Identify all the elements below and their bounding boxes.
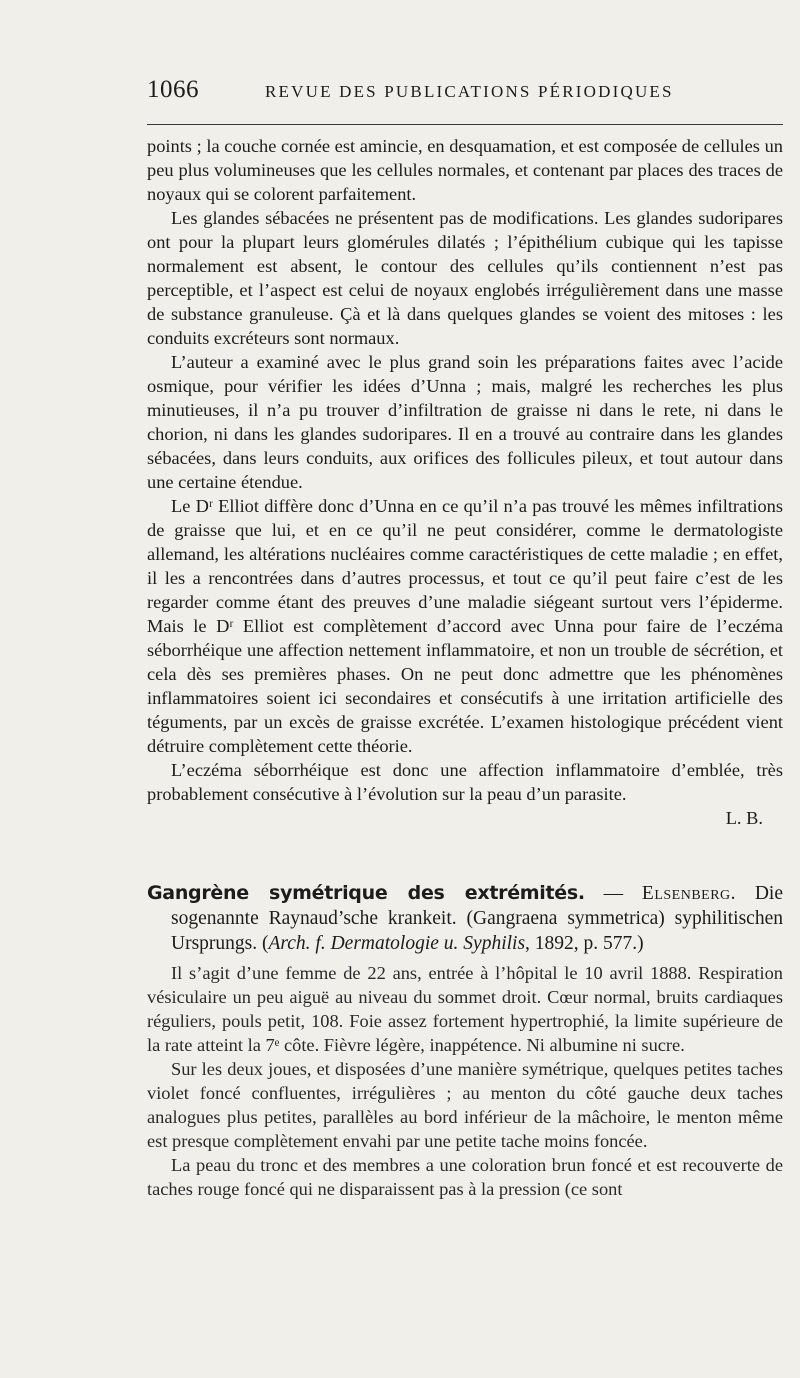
review-journal: Arch. f. Dermatologie u. Syphilis bbox=[268, 933, 526, 954]
review-topic: Gangrène symétrique des extrémités. bbox=[147, 882, 585, 904]
signature: L. B. bbox=[725, 808, 763, 828]
paragraph: L’auteur a examiné avec le plus grand soin les préparations faites avec l’acide osmique, pour vérifier les idées d’Unna ; mais, malgré les recherches les plus minutieuses, il n’a pu trouver d’infiltration de graisse ni dans le rete, ni dans le chorion, ni dans les glandes sudoripares. Il en a trouvé au contraire dans les glandes sébacées, dans leurs conduits, aux orifices des follicules pileux, et tout autour dans une certaine étendue. bbox=[147, 352, 783, 492]
review-source-title: Die sogenannte Raynaud’sche krankeit. (Gangraena symmetrica) syphilitischen Ursprungs. ( bbox=[171, 883, 784, 954]
title-dash: — bbox=[584, 883, 642, 904]
review-citation: , 1892, p. 577.) bbox=[525, 933, 644, 954]
running-title: REVUE DES PUBLICATIONS PÉRIODIQUES bbox=[265, 82, 674, 101]
review-author: Elsenberg. bbox=[641, 883, 737, 904]
review-heading bbox=[147, 881, 783, 956]
paragraph: La peau du tronc et des membres a une coloration brun foncé et est recouverte de taches rouge foncé qui ne disparaissent pas à la pression (ce sont bbox=[147, 1155, 783, 1199]
paragraph: Sur les deux joues, et disposées d’une manière symétrique, quelques petites taches violet foncé confluentes, irrégulières ; au menton du côté gauche deux taches analogues plus petites, parallèles au bord inférieur de la mâchoire, le menton même est presque complètement envahi par une petite tache moins foncée. bbox=[147, 1059, 783, 1151]
paragraph: Il s’agit d’une femme de 22 ans, entrée à l’hôpital le 10 avril 1888. Respiration vésiculaire un peu aiguë au niveau du sommet droit. Cœur normal, bruits cardiaques réguliers, pouls petit, 108. Foie assez fortement hypertrophié, la limite supérieure de la rate atteint la 7ᵉ côte. Fièvre légère, inappétence. Ni albumine ni sucre. bbox=[147, 963, 783, 1055]
paragraph: L’eczéma séborrhéique est donc une affection inflammatoire d’emblée, très probablement consécutive à l’évolution sur la peau d’un parasite. bbox=[147, 760, 783, 804]
article-gangrene-text bbox=[147, 961, 783, 1201]
running-header bbox=[147, 76, 783, 116]
review-title bbox=[147, 881, 783, 956]
article-eczema-text bbox=[147, 134, 783, 830]
paragraph: points ; la couche cornée est amincie, en desquamation, et est composée de cellules un peu plus volumineuses que les cellules normales, et contenant par places des traces de noyaux qui se colorent parfaitement. bbox=[147, 136, 783, 204]
paragraph: Les glandes sébacées ne présentent pas de modifications. Les glandes sudoripares ont pour la plupart leurs glomérules dilatés ; l’épithélium cubique qui les tapisse normalement est absent, le contour des cellules qu’ils contiennent n’est pas perceptible, et l’aspect est celui de noyaux englobés irrégulièrement dans une masse de substance granuleuse. Çà et là dans quelques glandes se voient des mitoses : les conduits excréteurs sont normaux. bbox=[147, 208, 783, 348]
page-number: 1066 bbox=[147, 76, 199, 103]
header-rule bbox=[147, 124, 783, 125]
paragraph: Le Dʳ Elliot diffère donc d’Unna en ce qu’il n’a pas trouvé les mêmes infiltrations de graisse que lui, et en ce qu’il ne peut considérer, comme le dermatologiste allemand, les altérations nucléaires comme caractéristiques de cette maladie ; en effet, il les a rencontrées dans d’autres processus, et tout ce qu’il peut faire c’est de les regarder comme étant des preuves d’une maladie siégeant surtout vers l’épiderme. Mais le Dʳ Elliot est complètement d’accord avec Unna pour faire de l’eczéma séborrhéique une affection nettement inflammatoire, et non un trouble de sécrétion, et cela dès ses premières phases. On ne peut donc admettre que les phénomènes inflammatoires soient ici secondaires et consécutifs à une irritation artificielle des téguments, par un excès de graisse excrétée. L’examen histologique précédent vient détruire complètement cette théorie. bbox=[147, 496, 783, 756]
